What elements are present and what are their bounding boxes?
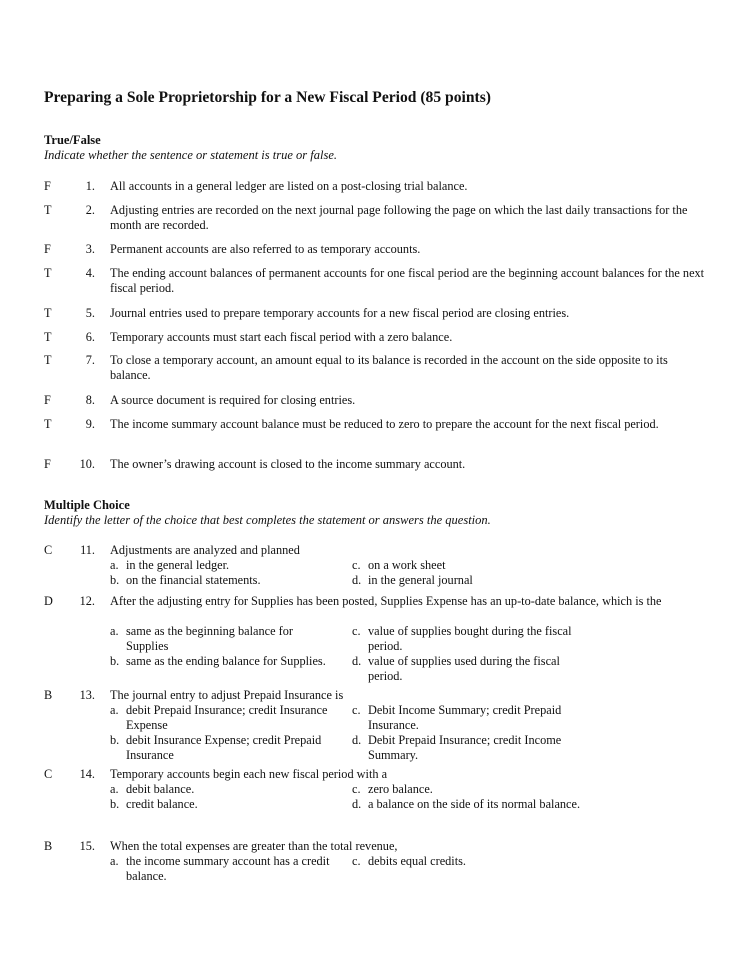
question-text: Journal entries used to prepare temporary accounts for a new fiscal period are closing entries. (110, 306, 570, 320)
question-number: 1. (85, 179, 95, 193)
answer: T (44, 306, 52, 320)
question-number: 10. (79, 457, 95, 471)
question-number: 11. (80, 543, 95, 557)
answer: D (44, 594, 53, 608)
question-number: 15. (79, 839, 95, 853)
question-number: 14. (79, 767, 95, 781)
answer: B (44, 839, 53, 853)
answer: F (44, 393, 51, 407)
answer: F (44, 457, 51, 471)
question-number: 9. (85, 417, 95, 431)
question-number: 5. (85, 306, 95, 320)
question-text: The journal entry to adjust Prepaid Insurance is (110, 688, 344, 702)
true-false-instructions: Indicate whether the sentence or statement is true or false. (44, 148, 337, 162)
question-number: 4. (85, 266, 95, 280)
answer: T (44, 353, 52, 367)
answer: T (44, 203, 52, 217)
question-number: 3. (85, 242, 95, 256)
answer: C (44, 767, 53, 781)
question-text: After the adjusting entry for Supplies has been posted, Supplies Expense has an up-to-date balance, which is the (110, 594, 662, 608)
answer: F (44, 179, 51, 193)
question-text: The ending account balances of permanent accounts for one fiscal period are the beginning account balances for the next fiscal period. (110, 266, 705, 295)
question-number: 2. (85, 203, 95, 217)
answer: T (44, 417, 52, 431)
question-text: Temporary accounts must start each fiscal period with a zero balance. (110, 330, 453, 344)
multiple-choice-heading: Multiple Choice (44, 498, 130, 512)
true-false-heading: True/False (44, 133, 101, 147)
answer: T (44, 266, 52, 280)
question-number: 8. (85, 393, 95, 407)
question-text: The owner’s drawing account is closed to the income summary account. (110, 457, 466, 471)
answer: F (44, 242, 51, 256)
answer: C (44, 543, 53, 557)
answer: B (44, 688, 53, 702)
question-number: 6. (85, 330, 95, 344)
question-text: Temporary accounts begin each new fiscal period with a (110, 767, 388, 781)
question-number: 12. (79, 594, 95, 608)
question-text: Permanent accounts are also referred to as temporary accounts. (110, 242, 421, 256)
question-number: 7. (85, 353, 95, 367)
multiple-choice-instructions: Identify the letter of the choice that best completes the statement or answers the question. (44, 513, 491, 527)
question-text: When the total expenses are greater than the total revenue, (110, 839, 398, 853)
question-text: Adjustments are analyzed and planned (110, 543, 300, 557)
question-text: The income summary account balance must be reduced to zero to prepare the account for the next fiscal period. (110, 417, 659, 431)
question-text: Adjusting entries are recorded on the next journal page following the page on which the last daily transactions for the month are recorded. (110, 203, 688, 232)
question-text: To close a temporary account, an amount equal to its balance is recorded in the account on the side opposite to its balance. (110, 353, 668, 382)
question-text: A source document is required for closing entries. (110, 393, 356, 407)
question-text: All accounts in a general ledger are listed on a post-closing trial balance. (110, 179, 468, 193)
document-page: Preparing a Sole Proprietorship for a New Fiscal Period (85 points) True/False Indicate whether the sentence or statement is true or false. F 1. All accounts in a general ledger are listed on a post-closing trial balance. T 2. Adjusting entries are recorded on the next journal page following the page on which the last daily transactions for the month are recorded. F 3. Permanent accounts are also referred to as temporary accounts. T 4. The ending account balances of permanent accounts for one fiscal period are the beginning account balances for the next fiscal period. T 5. Journal entries used to prepare temporary accounts for a new fiscal period are closing entries. T 6. Temporary accounts must start each fiscal period with a zero balance. T 7. To close a temporary account, an amount equal to its balance is recorded in the account on the side opposite to its balance. F 8. A source document is required for closing entries. T 9. The income summary account balance must be reduced to zero to prepare the account for the next fiscal period. F 10. The owner’s drawing account is closed to the income summary account. Multiple Choice Identify the letter of the choice that best completes the statement or answers the question. C 11. Adjustments are analyzed and planned a. in the general ledger. c. on a work sheet b. on the financial statements. d. in the general journal D 12. After the adjusting entry for Supplies has been posted, Supplies Expense has an up-to-date balance, which is the a. same as the beginning balance for Supplies c. value of supplies bought during the fiscal period. b. same as the ending balance for Supplies. d. value of supplies used during the fiscal period. B 13. The journal entry to adjust Prepaid Insurance is a. debit Prepaid Insurance; credit Insurance Expense c. Debit Income Summary; credit Prepaid Insurance. b. debit Insurance Expense; credit Prepaid Insurance d. Debit Prepaid Insurance; credit Income Summary. C 14. Temporary accounts begin each new fiscal period with a a. debit balance. c. zero balance. b. credit balance. d. a balance on the side of its normal balance. B 15. When the total expenses are greater than the total revenue, a. the income summary account has a credit balance. c. debits equal credits. (0, 0, 749, 970)
page-title: Preparing a Sole Proprietorship for a New Fiscal Period (85 points) (44, 89, 491, 106)
answer: T (44, 330, 52, 344)
question-number: 13. (79, 688, 95, 702)
